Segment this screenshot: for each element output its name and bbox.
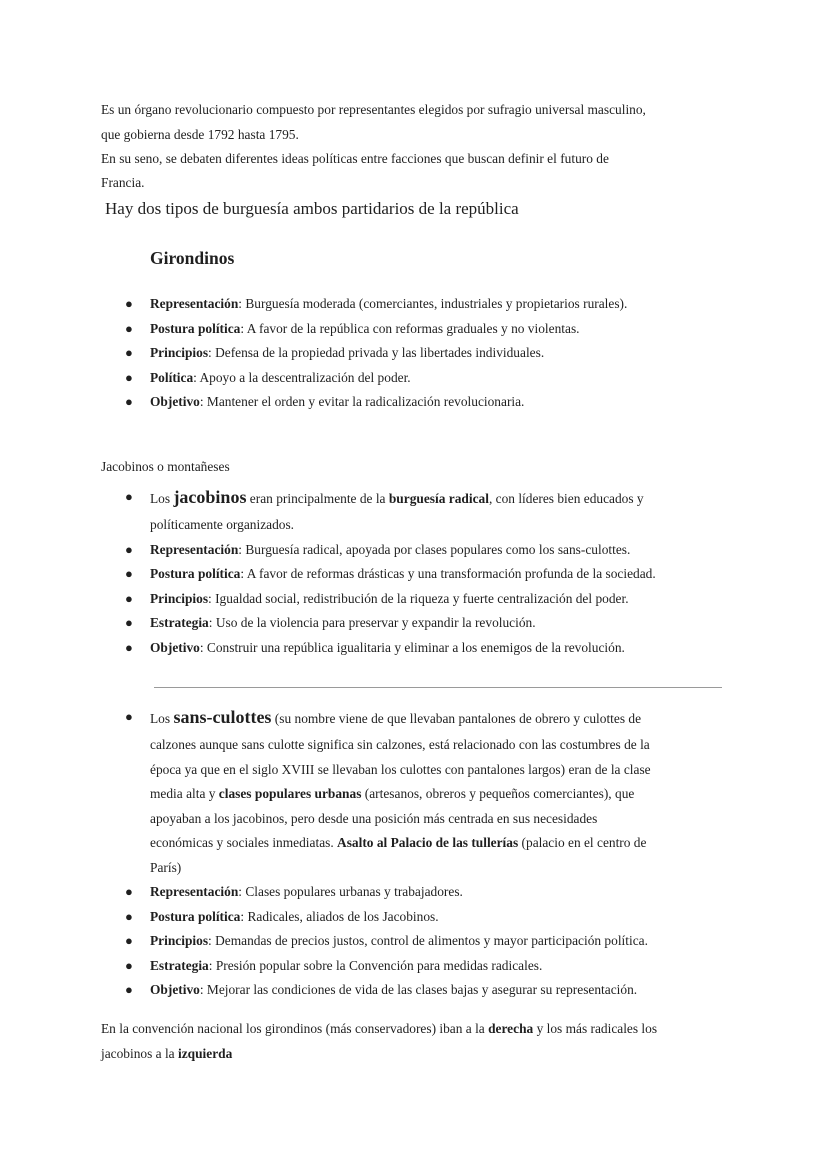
- list-item: ● Los jacobinos eran principalmente de la burguesía radical, con líderes bien educados y: [101, 483, 761, 513]
- list-item: ● Representación: Clases populares urbanas y trabajadores.: [101, 880, 761, 905]
- bullet-icon: ●: [125, 615, 133, 630]
- horizontal-divider: [154, 687, 722, 688]
- list-item-continuation: época ya que en el siglo XVIII se llevaban los culottes con pantalones largos) eran de la clase: [150, 761, 651, 777]
- bullet-icon: ●: [125, 369, 133, 385]
- list-item: ● Representación: Burguesía radical, apoyada por clases populares como los sans-culottes.: [101, 538, 761, 563]
- intro-line-1: Es un órgano revolucionario compuesto por representantes elegidos por sufragio universal masculino,: [101, 102, 646, 117]
- bullet-icon: ●: [125, 566, 133, 581]
- intro-line-4: Francia.: [101, 175, 145, 190]
- bullet-icon: ●: [125, 541, 133, 557]
- bullet-icon: ●: [125, 639, 133, 655]
- list-item: ● Principios: Igualdad social, redistribución de la riqueza y fuerte centralización del poder.: [101, 587, 761, 612]
- bullet-icon: ●: [125, 345, 133, 360]
- list-item-continuation: media alta y clases populares urbanas (artesanos, obreros y pequeños comerciantes), que: [150, 786, 635, 801]
- intro-line-3: En su seno, se debaten diferentes ideas políticas entre facciones que buscan definir el futuro de: [101, 151, 609, 166]
- bullet-icon: ●: [125, 884, 133, 899]
- conclusion-line-2: jacobinos a la izquierda: [101, 1046, 233, 1061]
- list-item-continuation: París): [150, 859, 182, 875]
- bullet-icon: ●: [125, 908, 133, 924]
- list-item: ● Representación: Burguesía moderada (comerciantes, industriales y propietarios rurales).: [101, 292, 761, 317]
- list-item: ● Política: Apoyo a la descentralización del poder.: [101, 366, 761, 391]
- list-item: ● Principios: Demandas de precios justos, control de alimentos y mayor participación política.: [101, 929, 761, 954]
- girondinos-heading: Girondinos: [150, 248, 235, 268]
- bullet-icon: ●: [125, 296, 133, 311]
- jacobinos-list: [101, 483, 761, 660]
- bullet-icon: ●: [125, 982, 133, 997]
- list-item: ● Principios: Defensa de la propiedad privada y las libertades individuales.: [101, 341, 761, 366]
- list-item: ● Postura política: A favor de la república con reformas graduales y no violentas.: [101, 317, 761, 342]
- burguesia-heading: Hay dos tipos de burguesía ambos partidarios de la república: [105, 199, 519, 218]
- girondinos-list: [101, 292, 761, 415]
- list-item: ● Postura política: A favor de reformas drásticas y una transformación profunda de la sociedad.: [101, 562, 761, 587]
- list-item: ● Objetivo: Construir una república igualitaria y eliminar a los enemigos de la revolución.: [101, 636, 761, 661]
- bullet-icon: ●: [125, 320, 133, 336]
- bullet-icon: ●: [125, 957, 133, 973]
- list-item-continuation: calzones aunque sans culotte significa sin calzones, está relacionado con las costumbres de la: [150, 737, 650, 752]
- list-item: ● Postura política: Radicales, aliados de los Jacobinos.: [101, 905, 761, 930]
- list-item: ● Estrategia: Uso de la violencia para preservar y expandir la revolución.: [101, 611, 761, 636]
- list-item: ● Los sans-culottes (su nombre viene de que llevaban pantalones de obrero y culottes de: [101, 703, 761, 733]
- conclusion-line-1: En la convención nacional los girondinos (más conservadores) iban a la derecha y los más radicales los: [101, 1021, 658, 1036]
- bullet-icon: ●: [125, 489, 133, 504]
- bullet-icon: ●: [125, 590, 133, 606]
- sansculottes-list: [101, 703, 761, 1003]
- list-item-continuation: apoyaban a los jacobinos, pero desde una posición más centrada en sus necesidades: [150, 810, 598, 826]
- list-item: ● Objetivo: Mejorar las condiciones de vida de las clases bajas y asegurar su representación.: [101, 978, 761, 1003]
- bullet-icon: ●: [125, 394, 133, 409]
- list-item: ● Objetivo: Mantener el orden y evitar la radicalización revolucionaria.: [101, 390, 761, 415]
- bullet-icon: ●: [125, 709, 133, 724]
- list-item: ● Estrategia: Presión popular sobre la Convención para medidas radicales.: [101, 954, 761, 979]
- list-item-continuation: económicas y sociales inmediatas. Asalto al Palacio de las tullerías (palacio en el centro de: [150, 835, 647, 850]
- jacobinos-heading: Jacobinos o montañeses: [101, 459, 230, 474]
- bullet-icon: ●: [125, 933, 133, 948]
- list-item-continuation: políticamente organizados.: [150, 517, 295, 532]
- intro-line-2: que gobierna desde 1792 hasta 1795.: [101, 127, 299, 142]
